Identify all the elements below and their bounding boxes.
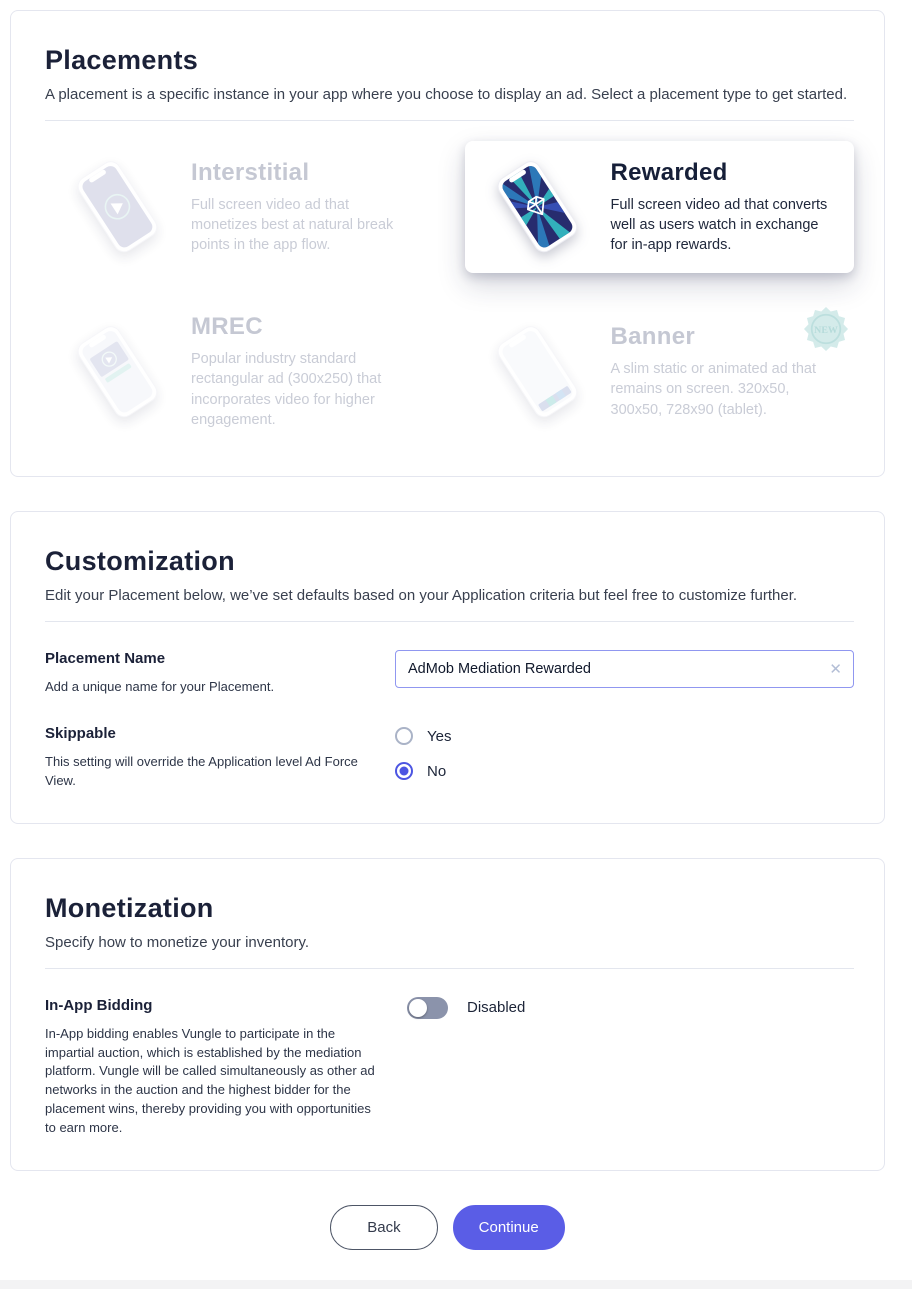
placements-title: Placements [45, 45, 199, 75]
customization-subtitle: Edit your Placement below, we’ve set defaults based on your Application criteria but feel free to customize further. [45, 587, 798, 605]
skippable-row [45, 697, 854, 791]
placement-tile-title: Banner [610, 323, 695, 351]
monetization-subtitle: Specify how to monetize your inventory. [45, 933, 310, 951]
customization-title: Customization [45, 546, 235, 577]
banner-phone-icon [481, 320, 593, 424]
monetization-title: Monetization [45, 892, 214, 923]
placement-tile-description: Full screen video ad that monetizes best at natural break points in the app flow. [191, 196, 394, 254]
placement-name-input[interactable] [408, 661, 821, 677]
placement-name-row [45, 622, 854, 697]
in-app-bidding-row [45, 969, 854, 1138]
clear-input-icon[interactable]: ✕ [829, 660, 842, 678]
placements-subtitle: A placement is a specific instance in your app where you choose to display an ad. Select a placement type to get started. [45, 86, 848, 103]
footer-actions [10, 1205, 885, 1250]
customization-card [10, 511, 885, 824]
placement-setup-page [10, 10, 885, 1250]
svg-text:NEW: NEW [814, 324, 838, 336]
placement-tile-description: A slim static or animated ad that remains on screen. 320x50, 300x50, 728x90 (tablet). [610, 361, 817, 418]
new-badge-icon [804, 307, 848, 351]
radio-unselected-icon[interactable] [395, 727, 413, 745]
in-app-bidding-control [407, 997, 854, 1019]
skippable-label: Skippable [45, 725, 116, 743]
placements-card [10, 10, 885, 477]
placement-tile-description: Popular industry standard rectangular ad (300x250) that incorporates video for higher engagement. [191, 351, 382, 428]
monetization-card [10, 858, 885, 1171]
in-app-bidding-state: Disabled [467, 999, 526, 1017]
interstitial-phone-icon [61, 155, 173, 259]
in-app-bidding-toggle[interactable] [407, 997, 448, 1019]
radio-label: No [427, 762, 447, 780]
rewarded-phone-icon [481, 155, 593, 259]
skippable-option-yes[interactable] [395, 727, 854, 745]
radio-label: Yes [427, 727, 452, 745]
in-app-bidding-label: In-App Bidding [45, 996, 153, 1014]
placement-tile-title: Rewarded [610, 158, 728, 186]
page-bottom-strip [0, 1280, 912, 1289]
placement-name-label: Placement Name [45, 650, 166, 668]
placement-name-field [395, 650, 854, 688]
in-app-bidding-description: In-App bidding enables Vungle to participate in the impartial auction, which is established by the mediation platform. Vungle will be called simultaneously as other ad networks in the auction and the highest bidder for the placement wins, thereby providing you with opportunities to earn more. [45, 1025, 375, 1135]
continue-button[interactable]: Continue [453, 1205, 565, 1250]
placement-tile-rewarded[interactable] [465, 141, 855, 273]
radio-selected-icon[interactable] [395, 762, 413, 780]
placement-name-description: Add a unique name for your Placement. [45, 679, 275, 695]
placement-tile-banner[interactable] [465, 299, 855, 444]
back-button[interactable]: Back [330, 1205, 437, 1250]
skippable-radio-group [395, 725, 854, 780]
divider [45, 120, 854, 121]
placement-tile-title: Interstitial [191, 158, 310, 186]
toggle-knob [409, 999, 427, 1017]
placement-tile-description: Full screen video ad that converts well as users watch in exchange for in-app rewards. [610, 196, 828, 254]
mrec-phone-icon [61, 320, 173, 424]
placement-type-grid [45, 141, 854, 444]
skippable-option-no[interactable] [395, 762, 854, 780]
placement-tile-mrec[interactable] [45, 299, 435, 444]
skippable-description: This setting will override the Application level Ad Force View. [45, 754, 358, 788]
placement-tile-title: MREC [191, 313, 263, 340]
placement-tile-interstitial[interactable] [45, 141, 435, 273]
